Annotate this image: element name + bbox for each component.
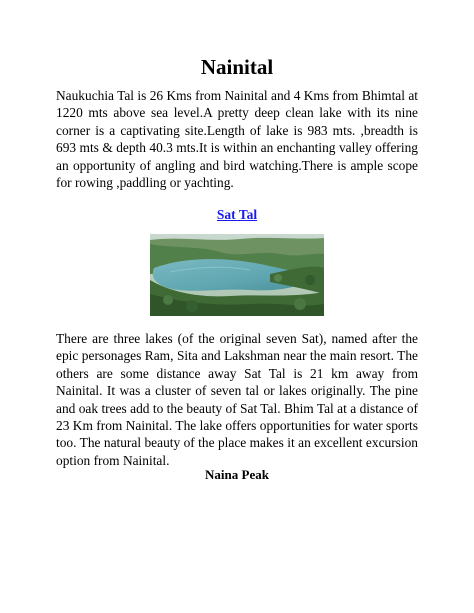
sat-tal-lake-photo [150,234,324,316]
naina-peak-heading: Naina Peak [205,467,269,482]
sat-tal-paragraph: There are three lakes (of the original seven Sat), named after the epic personages Ram, Sita and Lakshman near the main resort. The others are some distance away Sat Tal is 21 km away from Nainital. It was a cluster of seven tal or lakes originally. The pine and oak trees add to the beauty of Sat Tal. Bhim Tal at a distance of 23 Km from Nainital. The lake offers opportunities for water sports too. The natural beauty of the place makes it an excellent excursion option from Nainital. [56,331,418,468]
page-title: Nainital [200,55,274,79]
intro-paragraph: Naukuchia Tal is 26 Kms from Nainital and 4 Kms from Bhimtal at 1220 mts above sea level.A pretty deep clean lake with its nine corner is a captivating site.Length of lake is 983 mts. ,breadth is 693 mts & depth 40.3 mts.It is within an enchanting valley offering an opportunity of angling and bird watching.There is ample scope for rowing ,paddling or yachting. [56,88,418,191]
sat-tal-link[interactable]: Sat Tal [216,207,258,222]
